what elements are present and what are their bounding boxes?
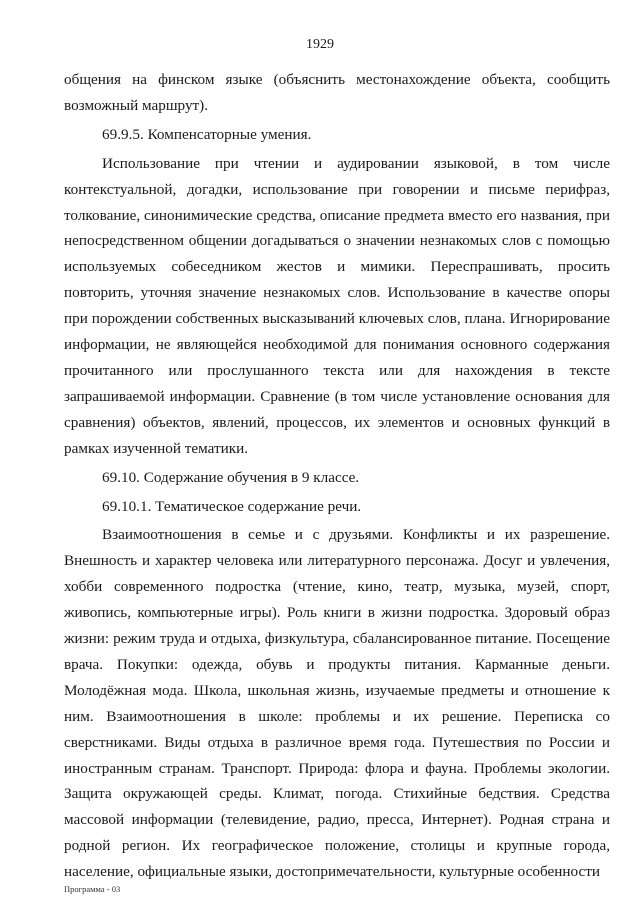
- paragraph-continuation: общения на финском языке (объяснить местонахождение объекта, сообщить возможный маршрут).: [64, 71, 610, 114]
- footer-label: Программа - 03: [64, 884, 121, 894]
- paragraph-thematic-content: Взаимоотношения в семье и с друзьями. Конфликты и их разрешение. Внешность и характер человека или литературного персонажа. Досуг и увлечения, хобби современного подростка (чтение, кино, театр, музыка, музей, спорт, живопись, компьютерные игры). Роль книги в жизни подростка. Здоровый образ жизни: режим труда и отдыха, физкультура, сбалансированное питание. Посещение врача. Покупки: одежда, обувь и продукты питания. Карманные деньги. Молодёжная мода. Школа, школьная жизнь, изучаемые предметы и отношение к ним. Взаимоотношения в школе: проблемы и их решение. Переписка со сверстниками. Виды отдыха в различное время года. Путешествия по России и иностранным странам. Транспорт. Природа: флора и фауна. Проблемы экологии. Защита окружающей среды. Климат, погода. Стихийные бедствия. Средства массовой информации (телевидение, радио, пресса, Интернет). Родная страна и родной регион. Их географическое положение, столицы и крупные города, население, официальные языки, достопримечательности, культурные особенности: [64, 526, 610, 881]
- paragraph-compensatory-skills: Использование при чтении и аудировании языковой, в том числе контекстуальной, догадки, использование при говорении и письме перифраз, толкование, синонимические средства, описание предмета вместо его названия, при непосредственном общении догадываться о значении незнакомых слов с помощью используемых собеседником жестов и мимики. Переспрашивать, просить повторить, уточняя значение незнакомых слов. Использование в качестве опоры при порождении собственных высказываний ключевых слов, плана. Игнорирование информации, не являющейся необходимой для понимания основного содержания прочитанного или прослушанного текста или для нахождения в тексте запрашиваемой информации. Сравнение (в том числе установление основания для сравнения) объектов, явлений, процессов, их элементов и основных функций в рамках изученной тематики.: [64, 154, 610, 457]
- section-heading-compensatory-skills: 69.9.5. Компенсаторные умения.: [102, 125, 312, 143]
- section-heading-grade-9-content: 69.10. Содержание обучения в 9 классе.: [102, 468, 360, 486]
- page-number: 1929: [306, 37, 334, 52]
- section-heading-thematic-content: 69.10.1. Тематическое содержание речи.: [102, 497, 362, 515]
- document-body: [64, 67, 610, 885]
